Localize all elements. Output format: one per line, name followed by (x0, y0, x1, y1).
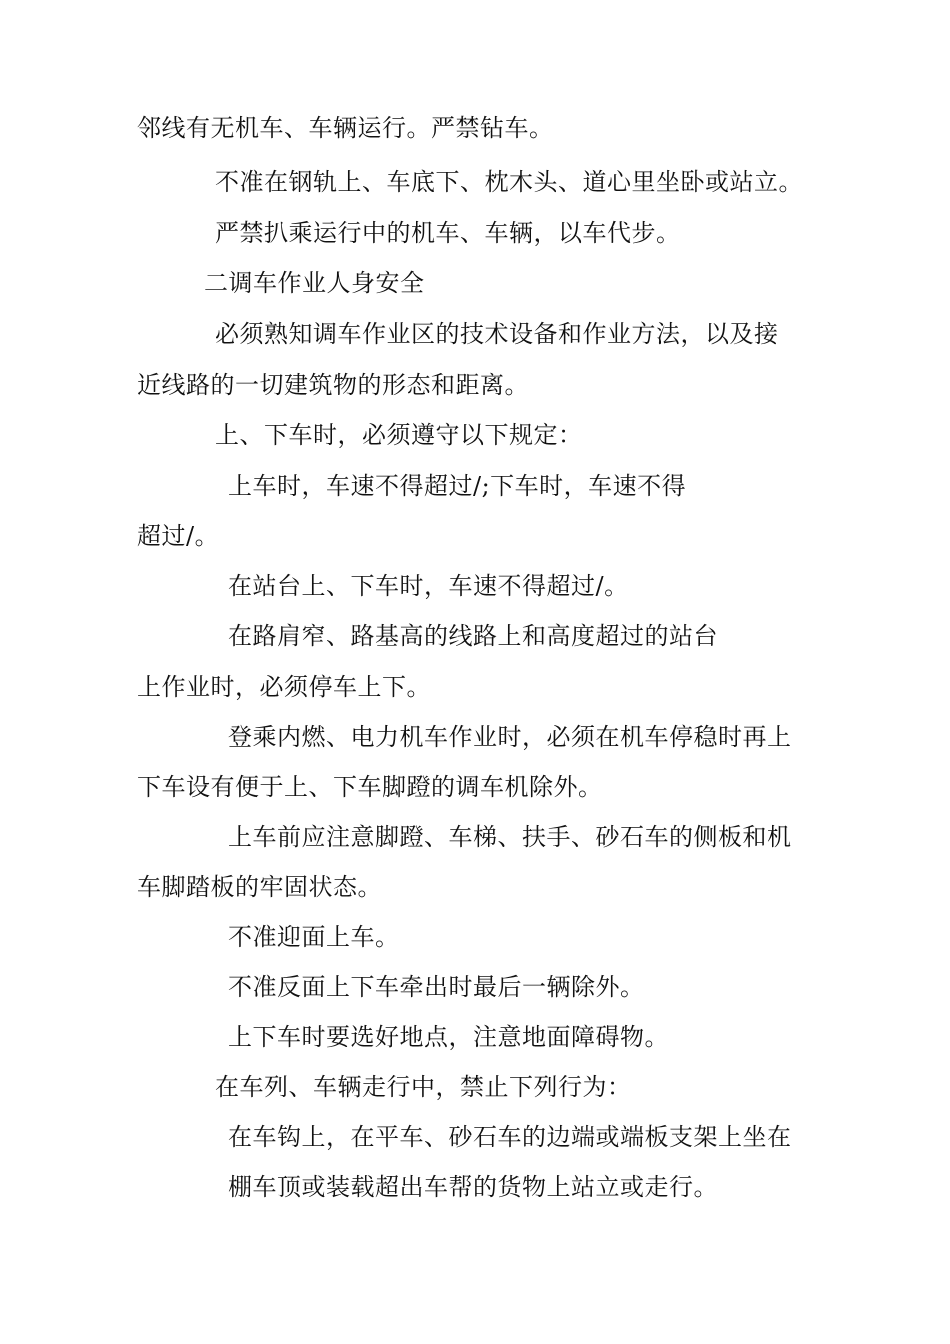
text-line-11: 在路肩窄、路基高的线路上和高度超过的站台 (228, 622, 718, 650)
text-line-19: 上下车时要选好地点，注意地面障碍物。 (228, 1023, 669, 1051)
text-line-20: 在车列、车辆走行中，禁止下列行为： (215, 1073, 632, 1101)
text-line-8: 上车时，车速不得超过/;下车时，车速不得 (228, 472, 687, 500)
text-line-7: 上、下车时，必须遵守以下规定： (215, 421, 583, 449)
text-line-12: 上作业时，必须停车上下。 (137, 673, 431, 701)
text-line-5: 必须熟知调车作业区的技术设备和作业方法，以及接 (215, 320, 779, 348)
text-line-15: 上车前应注意脚蹬、车梯、扶手、砂石车的侧板和机 (228, 823, 792, 851)
text-line-9: 超过/。 (137, 522, 220, 550)
text-line-16: 车脚踏板的牢固状态。 (137, 873, 382, 901)
text-line-13: 登乘内燃、电力机车作业时，必须在机车停稳时再上 (228, 723, 792, 751)
text-line-2: 不准在钢轨上、车底下、枕木头、道心里坐卧或站立。 (215, 168, 803, 196)
section-heading: 二调车作业人身安全 (204, 269, 425, 297)
text-line-6: 近线路的一切建筑物的形态和距离。 (137, 371, 529, 399)
text-line-10: 在站台上、下车时，车速不得超过/。 (228, 572, 629, 600)
text-line-22: 棚车顶或装载超出车帮的货物上站立或走行。 (228, 1173, 718, 1201)
text-line-1: 邻线有无机车、车辆运行。严禁钻车。 (137, 114, 554, 142)
text-line-17: 不准迎面上车。 (228, 923, 400, 951)
text-line-14: 下车设有便于上、下车脚蹬的调车机除外。 (137, 773, 603, 801)
text-line-18: 不准反面上下车牵出时最后一辆除外。 (228, 973, 645, 1001)
text-line-21: 在车钩上，在平车、砂石车的边端或端板支架上坐在 (228, 1123, 792, 1151)
text-line-3: 严禁扒乘运行中的机车、车辆，以车代步。 (215, 219, 681, 247)
